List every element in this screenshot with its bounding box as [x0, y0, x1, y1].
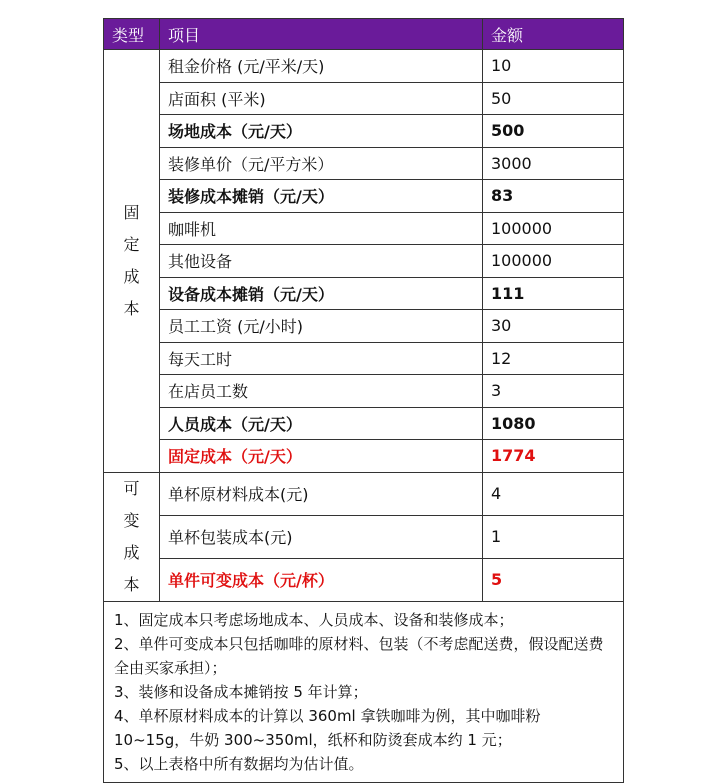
fixed-cost-label: [123, 197, 141, 325]
row-amount: 111: [483, 277, 624, 310]
row-amount: 5: [483, 558, 624, 601]
table-row: [104, 180, 624, 213]
row-item: 员工工资 (元/小时): [160, 310, 483, 343]
row-item: 每天工时: [160, 342, 483, 375]
variable-cost-label: [123, 473, 141, 601]
table-row: [104, 375, 624, 408]
row-amount: 3000: [483, 147, 624, 180]
row-amount: 100000: [483, 212, 624, 245]
fixed-cost-type-cell: [104, 50, 160, 473]
note-line: 5、以上表格中所有数据均为估计值。: [114, 754, 364, 773]
row-item: 店面积 (平米): [160, 82, 483, 115]
row-amount: 1774: [483, 440, 624, 473]
note-line: 1、固定成本只考虑场地成本、人员成本、设备和装修成本；: [114, 610, 514, 629]
row-amount: 100000: [483, 245, 624, 278]
row-item: 单杯包装成本(元): [160, 515, 483, 558]
table-row: [104, 50, 624, 83]
variable-cost-label-char: 变: [123, 510, 140, 530]
note-line: 2、单件可变成本只包括咖啡的原材料、包装（不考虑配送费，假设配送费全由买家承担）；: [114, 634, 604, 677]
table-row: [104, 147, 624, 180]
table-row: [104, 440, 624, 473]
table-row: [104, 115, 624, 148]
row-item: 在店员工数: [160, 375, 483, 408]
notes-cell: [104, 601, 624, 782]
table-row: [104, 310, 624, 343]
header-amount: 金额: [483, 19, 624, 50]
table-row: [104, 212, 624, 245]
variable-cost-label-char: 本: [123, 574, 140, 594]
row-amount: 500: [483, 115, 624, 148]
header-type: 类型: [104, 19, 160, 50]
fixed-cost-label-char: 固: [123, 202, 140, 222]
variable-cost-label-char: 可: [123, 478, 140, 498]
fixed-cost-label-char: 成: [123, 266, 140, 286]
row-item: 人员成本（元/天）: [160, 407, 483, 440]
table-row: [104, 558, 624, 601]
table-row: [104, 515, 624, 558]
row-amount: 10: [483, 50, 624, 83]
row-amount: 1080: [483, 407, 624, 440]
row-item: 租金价格 (元/平米/天): [160, 50, 483, 83]
row-amount: 12: [483, 342, 624, 375]
table-row: [104, 277, 624, 310]
row-amount: 30: [483, 310, 624, 343]
row-item: 装修成本摊销（元/天）: [160, 180, 483, 213]
row-item: 装修单价（元/平方米）: [160, 147, 483, 180]
table-row: [104, 342, 624, 375]
note-line: 3、装修和设备成本摊销按 5 年计算；: [114, 682, 368, 701]
table-header-row: [104, 19, 624, 50]
table-row: [104, 245, 624, 278]
row-item: 场地成本（元/天）: [160, 115, 483, 148]
cost-table-container: [103, 18, 623, 783]
table-row: [104, 407, 624, 440]
fixed-cost-label-char: 本: [123, 298, 140, 318]
row-amount: 3: [483, 375, 624, 408]
table-row: [104, 472, 624, 515]
row-item: 咖啡机: [160, 212, 483, 245]
table-body: [104, 50, 624, 783]
row-amount: 83: [483, 180, 624, 213]
notes-row: [104, 601, 624, 782]
row-item: 设备成本摊销（元/天）: [160, 277, 483, 310]
row-item: 其他设备: [160, 245, 483, 278]
fixed-cost-label-char: 定: [123, 234, 140, 254]
row-item: 固定成本（元/天）: [160, 440, 483, 473]
variable-cost-type-cell: [104, 472, 160, 601]
row-amount: 50: [483, 82, 624, 115]
row-item: 单杯原材料成本(元): [160, 472, 483, 515]
note-line: 4、单杯原材料成本的计算以 360ml 拿铁咖啡为例，其中咖啡粉 10~15g，牛奶 300~350ml，纸杯和防烫套成本约 1 元；: [114, 706, 541, 749]
header-item: 项目: [160, 19, 483, 50]
variable-cost-label-char: 成: [123, 542, 140, 562]
row-amount: 4: [483, 472, 624, 515]
cost-table: [103, 18, 624, 783]
table-row: [104, 82, 624, 115]
row-item: 单件可变成本（元/杯）: [160, 558, 483, 601]
row-amount: 1: [483, 515, 624, 558]
